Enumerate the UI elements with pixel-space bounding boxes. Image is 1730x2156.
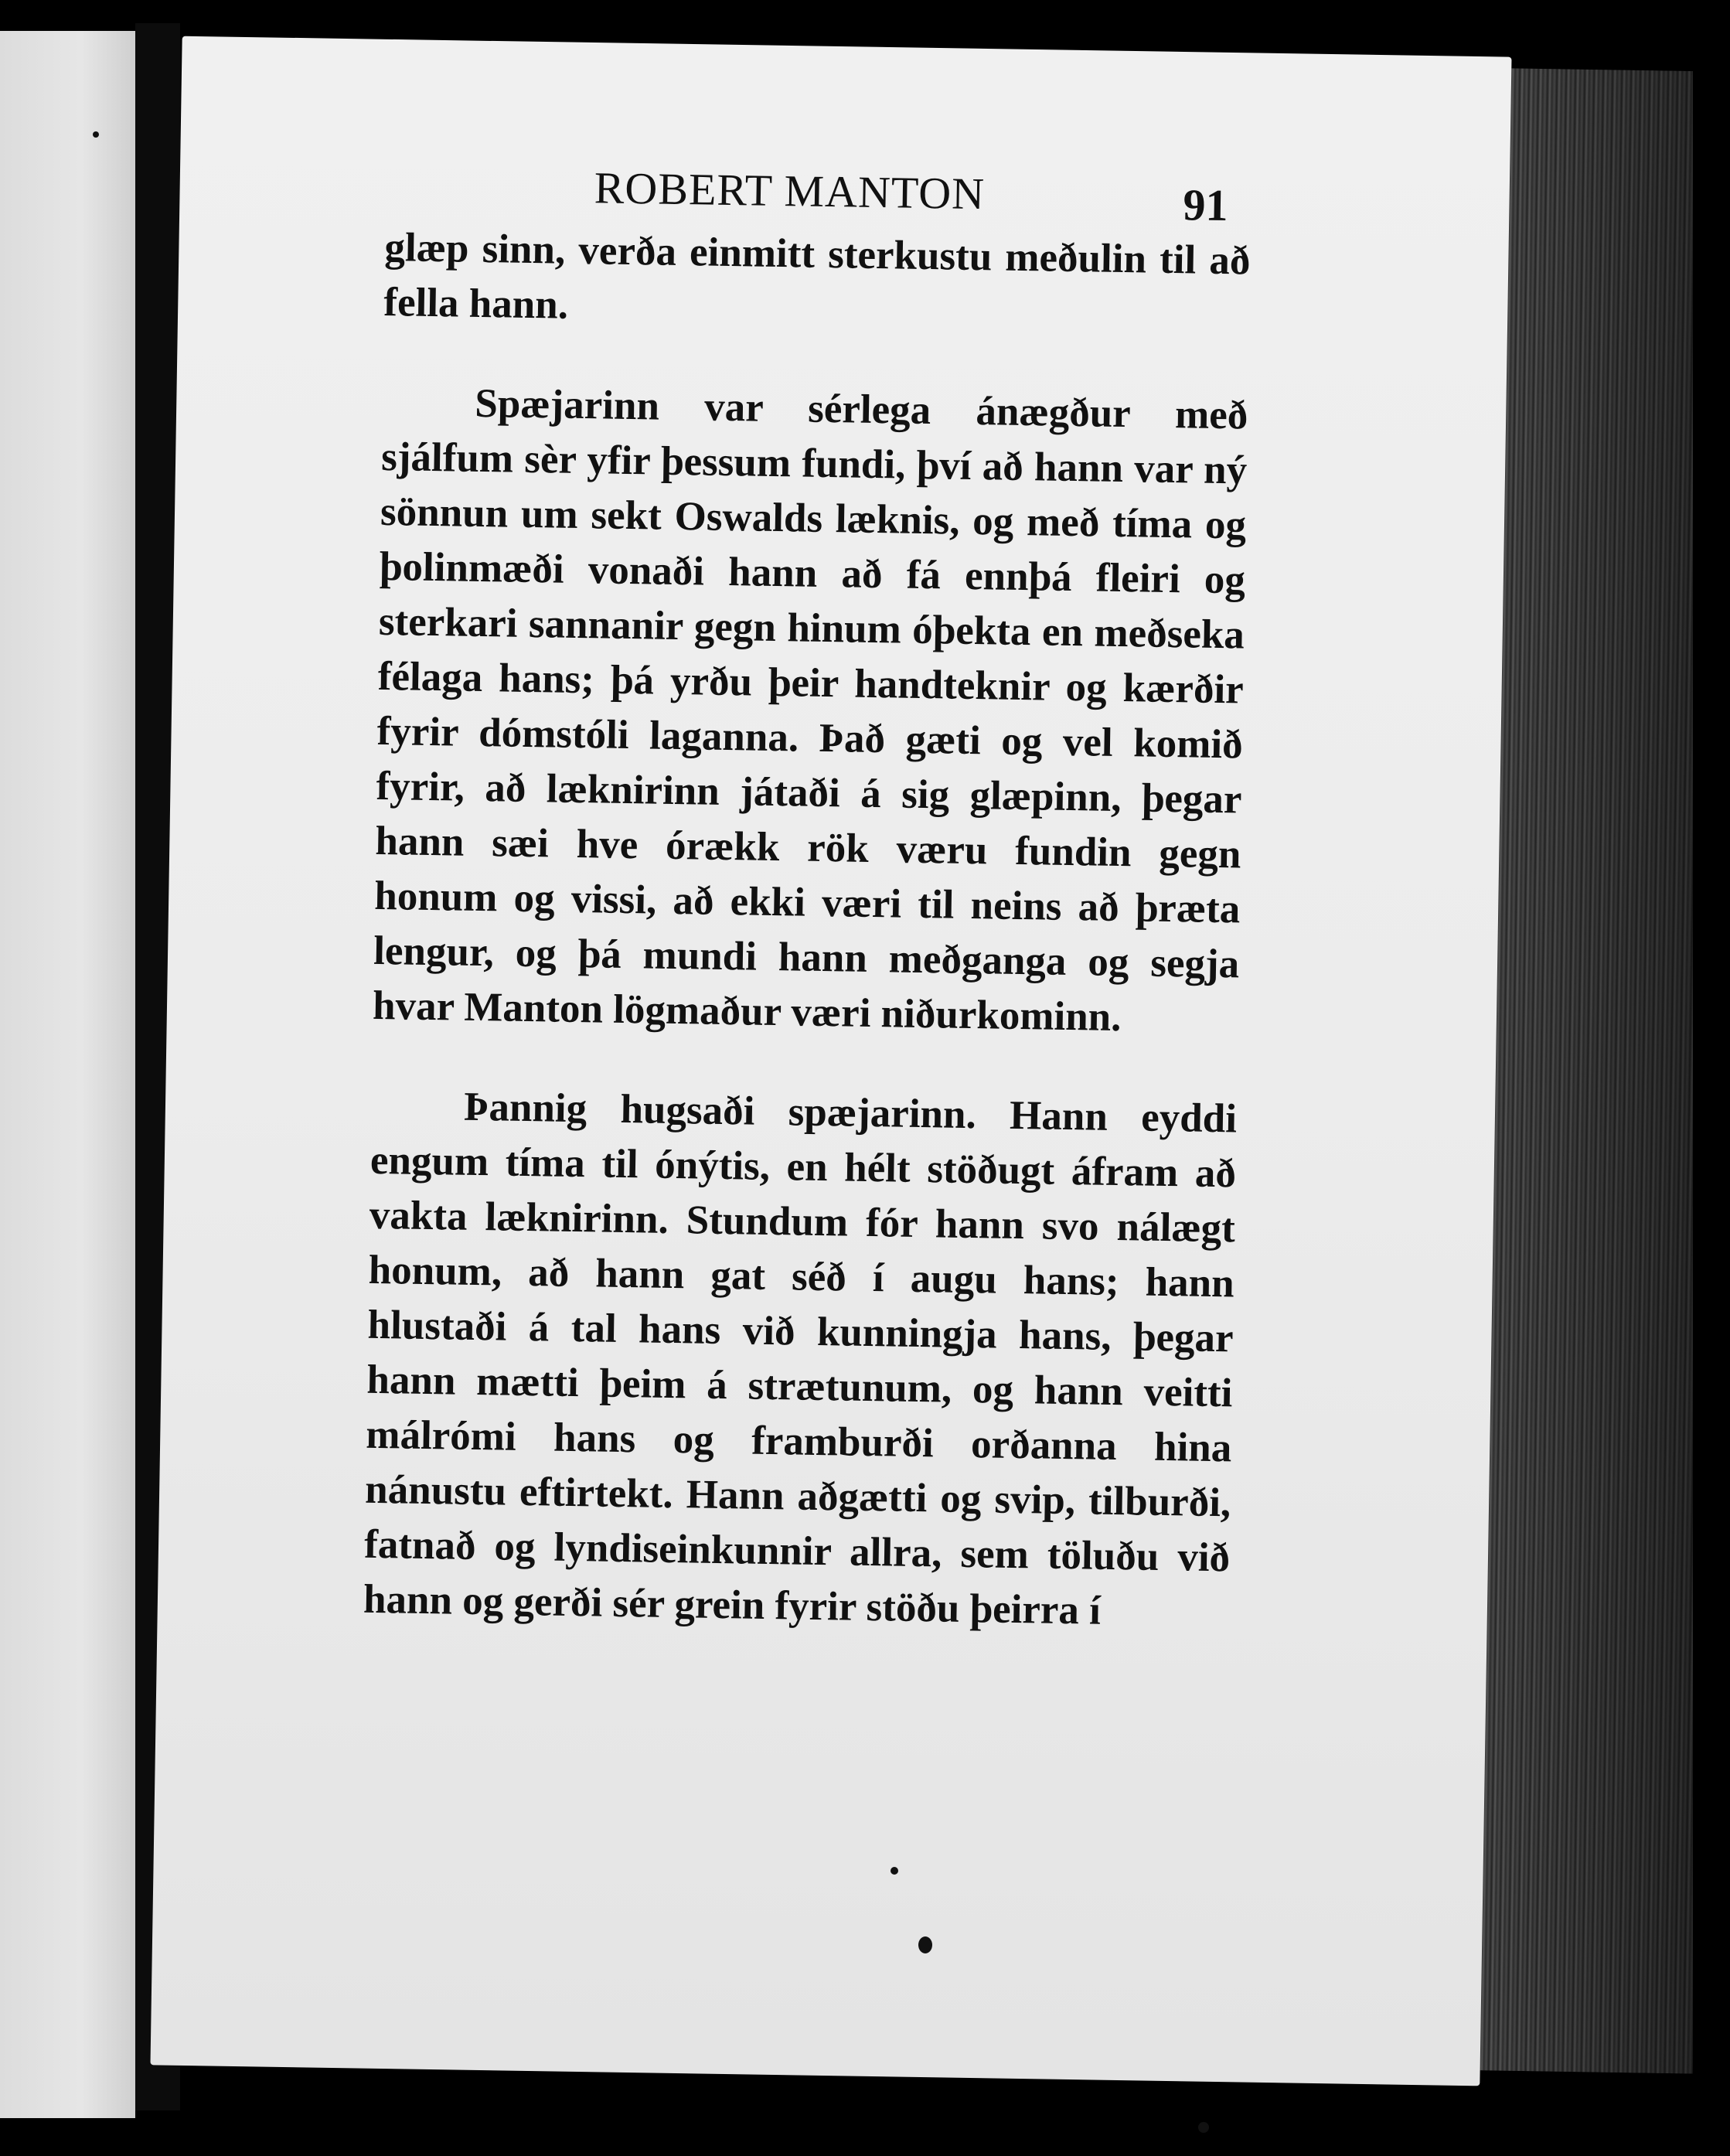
paragraph-continuation: glæp sinn, verða einmitt sterkustu meðulin til að fella hann. — [383, 224, 1251, 328]
paragraph: Þannig hugsaði spæjarinn. Hann eyddi engum tíma til ónýtis, en hélt stöðugt áfram að vakta læknirinn. Stundum fór hann svo nálægt honum, að hann gat séð í augu hans; hann hlustaði á tal hans við kunningja hans, þegar hann mætti þeim á strætunum, og hann veitti málrómi hans og framburði orðanna hina nánustu eftirtekt. Hann aðgætti og svip, tilburði, fatnað og lyndiseinkunnir allra, sem töluðu við hann og gerði sér grein fyrir stöðu þeirra í — [363, 1084, 1238, 1633]
facing-page-edge — [0, 31, 135, 2118]
running-head — [385, 128, 1252, 231]
scan-speck — [891, 1867, 898, 1875]
scan-speck — [918, 1936, 932, 1953]
page-content — [363, 128, 1252, 1685]
body-text — [363, 220, 1251, 1640]
paragraph: Spæjarinn var sérlega ánægður með sjálfum sèr yfir þessum fundi, því að hann var ný sönnun um sekt Oswalds læknis, og með tíma og þolinmæði vonaði hann að fá ennþá fleiri og sterkari sannanir gegn hinum óþekta en meðseka félaga hans; þá yrðu þeir handteknir og kærðir fyrir dómstóli laganna. Það gæti og vel komið fyrir, að læknirinn játaði á sig glæpinn, þegar hann sæi hve órækk rök væru fundin gegn honum og vissi, að ekki væri til neins að þræta lengur, og þá mundi hann meðganga og segja hvar Manton lögmaður væri niðurkominn. — [372, 380, 1248, 1041]
scan-speck — [1198, 2122, 1209, 2133]
page-number: 91 — [1183, 179, 1229, 231]
running-title: ROBERT MANTON — [594, 162, 986, 220]
scan-speck — [93, 131, 99, 138]
scan-border — [1693, 0, 1730, 2156]
